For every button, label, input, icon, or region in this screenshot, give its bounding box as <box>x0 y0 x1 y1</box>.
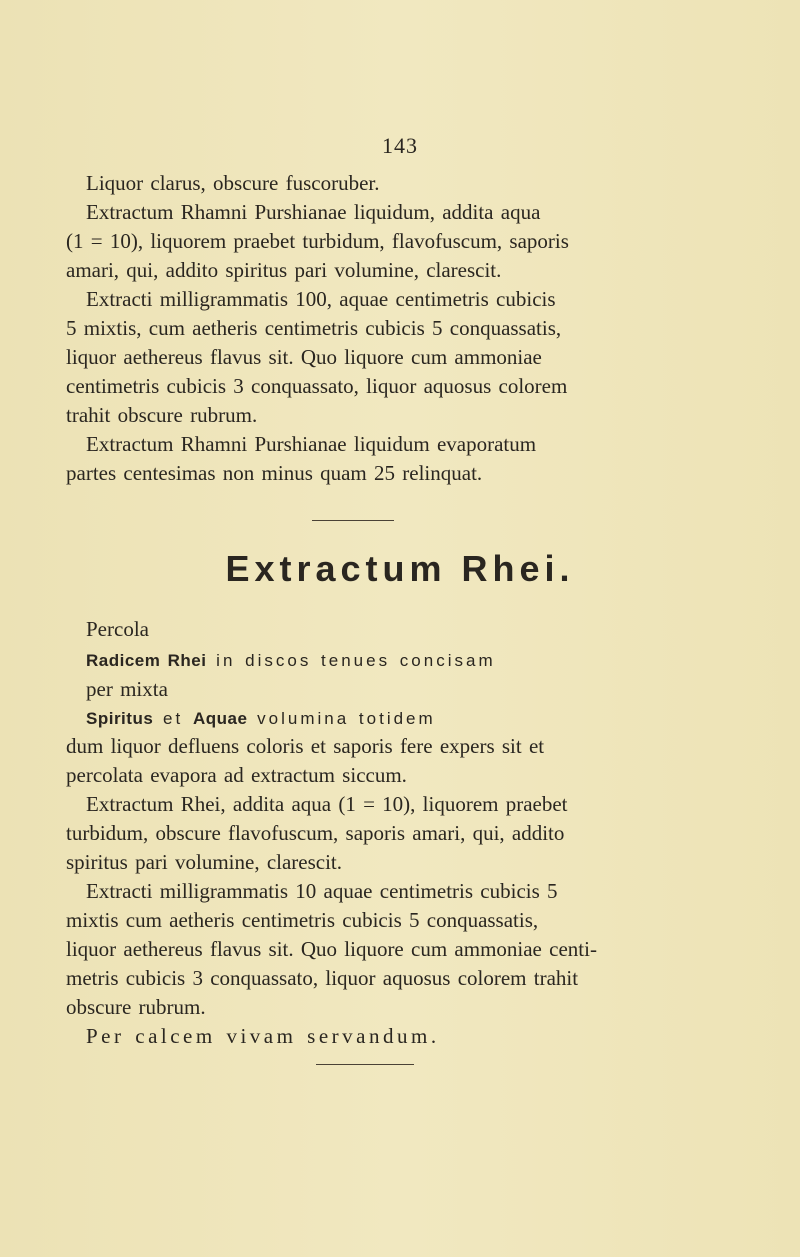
ingredient-preparation: in discos tenues concisam <box>216 651 496 670</box>
recipe-percola: Percola <box>86 617 149 641</box>
text-line: spiritus pari volumine, clarescit. <box>66 850 343 874</box>
text-line: Extractum Rhamni Purshianae liquidum, addita aqua <box>86 200 541 224</box>
closing-instruction: Per calcem vivam servandum. <box>86 1024 440 1048</box>
text-line: centimetris cubicis 3 conquassato, liquor aquosus colorem <box>66 374 568 398</box>
text-line: turbidum, obscure flavofuscum, saporis amari, qui, addito <box>66 821 565 845</box>
section-title: Extractum Rhei. <box>225 548 575 589</box>
text-line: dum liquor defluens coloris et saporis fere expers sit et <box>66 734 545 758</box>
text-line: Extracti milligrammatis 10 aquae centimetris cubicis 5 <box>86 879 558 903</box>
ingredient-name: Radicem Rhei <box>86 651 207 670</box>
text-line: Liquor clarus, obscure fuscoruber. <box>86 171 380 195</box>
text-line: (1 = 10), liquorem praebet turbidum, flavofuscum, saporis <box>66 229 569 253</box>
section-divider-bottom <box>316 1064 414 1065</box>
text-line: metris cubicis 3 conquassato, liquor aquosus colorem trahit <box>66 966 579 990</box>
text-line: Extractum Rhamni Purshianae liquidum evaporatum <box>86 432 537 456</box>
text-line: Extracti milligrammatis 100, aquae centimetris cubicis <box>86 287 556 311</box>
text-line: liquor aethereus flavus sit. Quo liquore cum ammoniae <box>66 345 542 369</box>
recipe-ingredient-rhei <box>86 648 496 674</box>
page-number: 143 <box>382 133 418 158</box>
recipe-ingredient-solvent <box>86 706 436 732</box>
text-line: 5 mixtis, cum aetheris centimetris cubicis 5 conquassatis, <box>66 316 562 340</box>
text-line: amari, qui, addito spiritus pari volumine, clarescit. <box>66 258 502 282</box>
text-line: percolata evapora ad extractum siccum. <box>66 763 407 787</box>
text-line: Extractum Rhei, addita aqua (1 = 10), liquorem praebet <box>86 792 568 816</box>
text-line: partes centesimas non minus quam 25 relinquat. <box>66 461 483 485</box>
section-divider-top <box>312 520 394 521</box>
text-line: liquor aethereus flavus sit. Quo liquore cum ammoniae centi- <box>66 937 597 961</box>
ingredient-conjunction: et <box>163 709 184 728</box>
text-line: trahit obscure rubrum. <box>66 403 258 427</box>
ingredient-name: Spiritus <box>86 709 154 728</box>
text-line: mixtis cum aetheris centimetris cubicis 5 conquassatis, <box>66 908 539 932</box>
text-line: obscure rubrum. <box>66 995 206 1019</box>
recipe-per-mixta: per mixta <box>86 677 168 701</box>
ingredient-name: Aquae <box>192 709 248 728</box>
ingredient-quantity: volumina totidem <box>257 709 436 728</box>
